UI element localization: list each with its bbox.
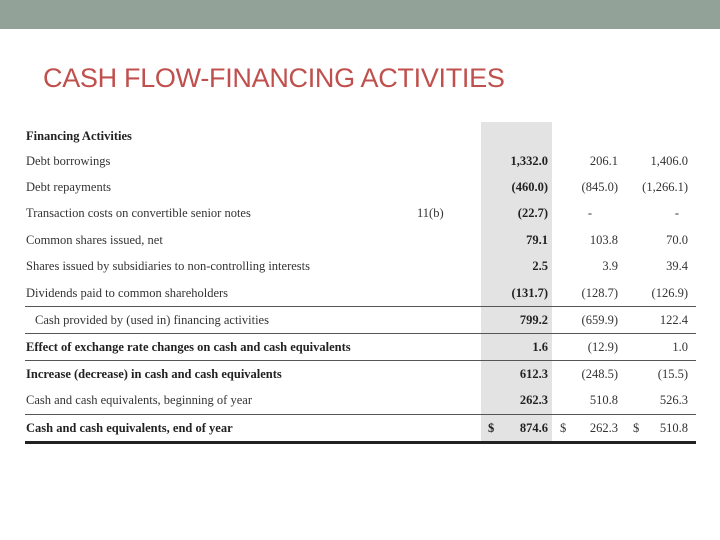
two-years-prior-value: 39.4 [666,259,688,273]
current-year-value: (460.0) [511,179,548,194]
row-label: Transaction costs on convertible senior notes [26,206,251,220]
two-years-prior-value: 1,406.0 [650,153,688,168]
prior-year-value: (659.9) [581,312,618,327]
two-years-prior-value: 526.3 [659,393,688,407]
currency-symbol: $ [560,420,567,435]
table-row-beginning-of-year [25,387,696,414]
current-year-value: 874.6 [519,420,548,435]
section-header: Financing Activities [26,128,132,143]
two-years-prior-value: (1,266.1) [642,179,688,194]
row-label: Shares issued by subsidiaries to non-controlling interests [26,259,310,273]
current-year-value: 612.3 [519,366,548,381]
financing-activities-table [25,122,696,444]
table-row-exchange-rate-effect [25,334,696,360]
currency-symbol: $ [488,420,495,435]
table-row-common-shares-issued [25,227,696,253]
row-label: Debt repayments [26,179,112,194]
prior-year-value: (12.9) [587,339,618,354]
currency-symbol: $ [633,420,640,435]
prior-year-value: 3.9 [602,259,618,273]
prior-year-value: (248.5) [581,366,618,381]
row-label: Debt borrowings [26,153,111,168]
two-years-prior-value: (15.5) [657,366,688,381]
current-year-value: 1.6 [532,339,548,354]
current-year-value: 262.3 [519,393,548,407]
top-accent-bar [0,0,720,29]
prior-year-value: 262.3 [589,420,618,435]
row-label: Effect of exchange rate changes on cash and cash equivalents [26,339,351,354]
prior-year-value: 103.8 [589,232,618,247]
table-row-end-of-year [25,415,696,441]
prior-year-value: - [587,206,593,220]
slide-title: CASH FLOW-FINANCING ACTIVITIES [43,63,505,93]
current-year-value: 79.1 [526,232,548,247]
table-row-debt-borrowings [25,148,696,174]
two-years-prior-value: 1.0 [672,339,688,354]
table-row-increase-decrease [25,361,696,387]
prior-year-value: 206.1 [589,153,618,168]
row-label: Dividends paid to common shareholders [26,285,229,300]
current-year-value: (22.7) [517,206,548,220]
total-double-underline [25,441,696,444]
current-year-value: 1,332.0 [510,153,548,168]
current-year-value: 799.2 [519,312,548,327]
row-label: Increase (decrease) in cash and cash equivalents [26,366,282,381]
two-years-prior-value: (126.9) [651,285,688,300]
table-row-debt-repayments [25,174,696,200]
table-row-financing-subtotal [25,307,696,333]
prior-year-value: 510.8 [589,393,618,407]
table-row-transaction-costs [25,200,696,227]
two-years-prior-value: 510.8 [659,420,688,435]
prior-year-value: (845.0) [581,179,618,194]
current-year-value: (131.7) [511,285,548,300]
note-reference: 11(b) [417,206,444,220]
table-row-dividends-paid [25,280,696,306]
row-label: Cash provided by (used in) financing activities [35,312,269,327]
table-row-shares-issued-by-subsidiaries [25,253,696,280]
two-years-prior-value: - [674,206,680,220]
current-year-value: 2.5 [532,259,548,273]
two-years-prior-value: 70.0 [666,232,688,247]
table-section-header-row [25,124,696,148]
two-years-prior-value: 122.4 [659,312,688,327]
row-label: Common shares issued, net [26,232,163,247]
prior-year-value: (128.7) [581,285,618,300]
row-label: Cash and cash equivalents, end of year [26,420,233,435]
row-label: Cash and cash equivalents, beginning of year [26,393,252,407]
